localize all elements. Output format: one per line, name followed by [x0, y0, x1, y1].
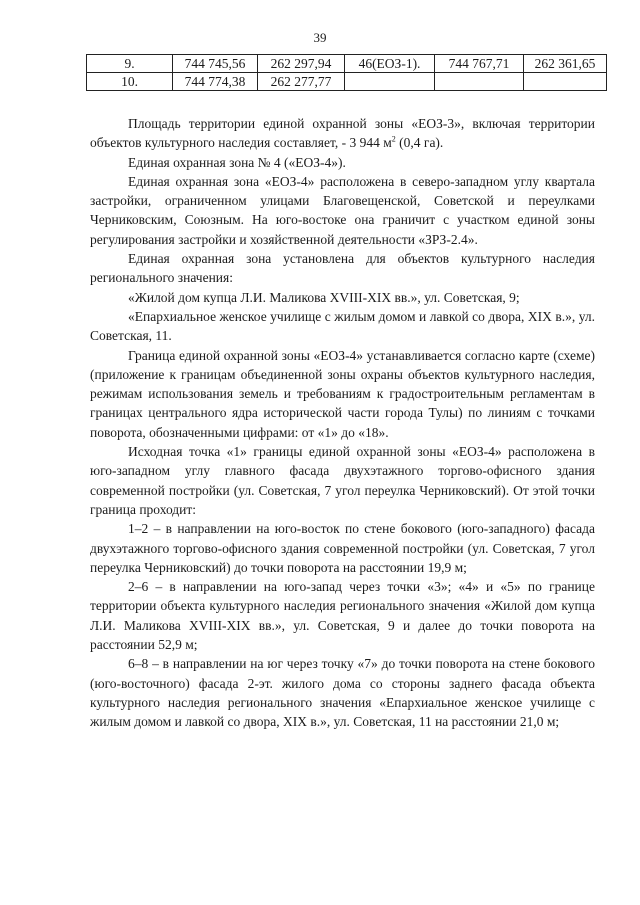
table-cell: 10.	[87, 73, 173, 91]
coordinates-table	[86, 54, 607, 91]
paragraph-boundary: Граница единой охранной зоны «ЕОЗ-4» устанавливается согласно карте (схеме) (приложение к границам объединенной зоны охраны объектов культурного наследия, режимам использования земель и требованиям к градостроительным регламентам в границах центрального ядра исторической части города Тулы) по линиям с точками поворота, обозначенными цифрами: от «1» до «18».	[90, 347, 595, 440]
paragraph-segment-6-8: 6–8 – в направлении на юг через точку «7» до точки поворота на стене бокового (юго-восточного) фасада 2-эт. жилого дома со стороны заднего фасада объекта культурного наследия регионального значения «Епархиальное женское училище с жилым домом и лавкой со двора, XIX в.», ул. Советская, 11 на расстоянии 21,0 м;	[90, 656, 595, 730]
paragraph-object-1: «Жилой дом купца Л.И. Маликова XVIII-XIX вв.», ул. Советская, 9;	[128, 289, 520, 305]
table-cell	[345, 73, 435, 91]
paragraph-area: Площадь территории единой охранной зоны «ЕОЗ-3», включая территории объектов культурного наследия составляет, - 3 944 $м^2$ (0,4 га).	[90, 116, 595, 151]
superscript: 2	[391, 134, 396, 144]
document-body	[90, 114, 595, 732]
table-cell	[435, 73, 524, 91]
table-row	[87, 55, 607, 73]
paragraph-zone-objects: Единая охранная зона установлена для объектов культурного наследия регионального значения:	[90, 251, 595, 286]
paragraph-object-2: «Епархиальное женское училище с жилым домом и лавкой со двора, XIX в.», ул. Советская, 11.	[90, 308, 595, 344]
paragraph-zone-title: Единая охранная зона № 4 («ЕОЗ-4»).	[128, 154, 346, 170]
table-cell: 744 745,56	[173, 55, 258, 73]
table-cell	[524, 73, 607, 91]
table-cell: 744 767,71	[435, 55, 524, 73]
paragraph-zone-location: Единая охранная зона «ЕОЗ-4» расположена в северо-западном углу квартала застройки, ограниченном улицами Благовещенской, Советской и переулками Черниковским, Союзным. На юго-востоке она граничит с участком единой зоны регулирования застройки и хозяйственной деятельности «ЗРЗ-2.4».	[90, 173, 595, 247]
paragraph-start-point: Исходная точка «1» границы единой охранной зоны «ЕОЗ-4» расположена в юго-западном углу главного фасада двухэтажного торгово-офисного здания современной постройки (ул. Советская, 7 угол переулка Черниковский). От этой точки граница проходит:	[90, 444, 595, 517]
table-cell: 262 361,65	[524, 55, 607, 73]
paragraph-segment-1-2: 1–2 – в направлении на юго-восток по стене бокового (юго-западного) фасада двухэтажного торгово-офисного здания современной постройки (ул. Советская, 7 угол переулка Черниковский) до точки поворота на расстоянии 19,9 м;	[90, 521, 595, 575]
page-number: 39	[313, 30, 327, 45]
table-cell: 9.	[87, 55, 173, 73]
table-cell: 262 277,77	[258, 73, 345, 91]
table-cell: 744 774,38	[173, 73, 258, 91]
table-row	[87, 73, 607, 91]
table-cell: 262 297,94	[258, 55, 345, 73]
table-cell: 46(ЕОЗ-1).	[345, 55, 435, 73]
paragraph-segment-2-6: 2–6 – в направлении на юго-запад через точки «3»; «4» и «5» по границе территории объекта культурного наследия регионального значения «Жилой дом купца Л.И. Маликова XVIII-XIX вв.», ул. Советская, 9 и далее до точки поворота на расстоянии 52,9 м;	[90, 579, 595, 653]
